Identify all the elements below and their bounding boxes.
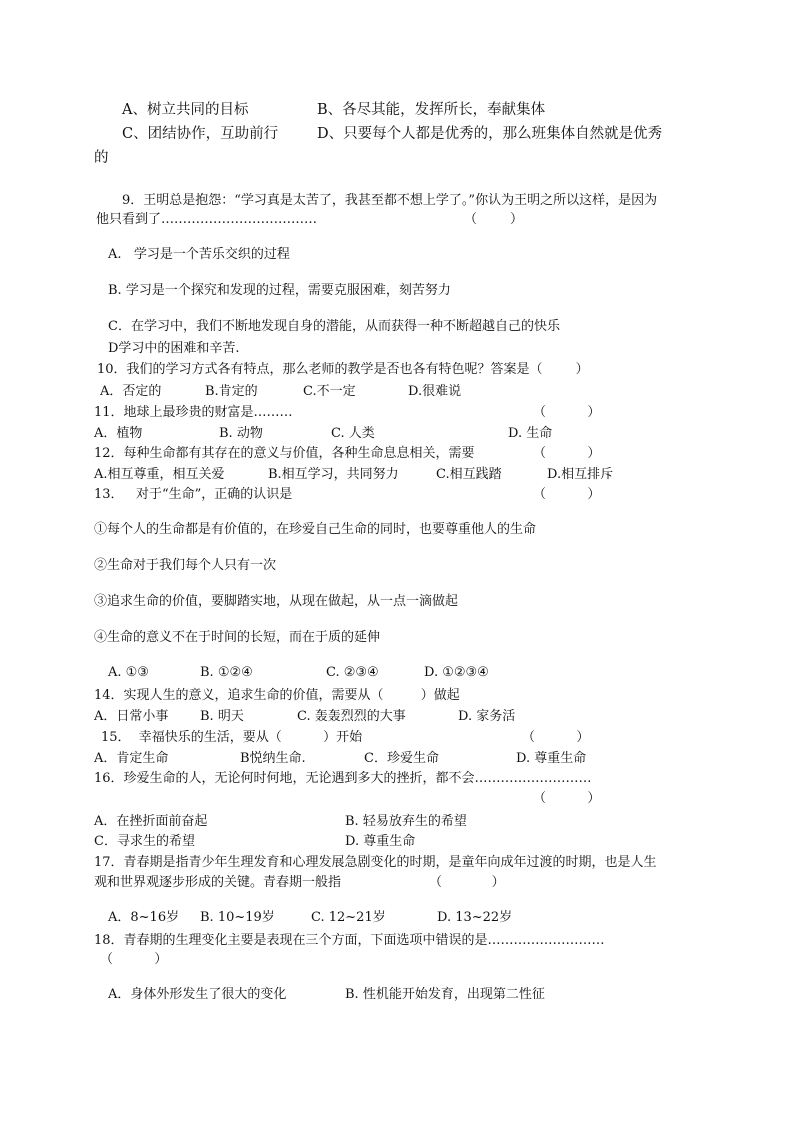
q8-option-d: D、只要每个人都是优秀的，那么班集体自然就是优秀 bbox=[317, 126, 663, 142]
q8-option-c: C、团结协作，互助前行 bbox=[122, 126, 279, 142]
q12-answer-bracket: （ ） bbox=[533, 446, 601, 461]
q9-option-a: A. 学习是一个苦乐交织的过程 bbox=[108, 247, 290, 262]
q17-stem-line-2: 观和世界观逐步形成的关键。青春期一般指 bbox=[94, 875, 342, 890]
q18-option-b: B. 性机能开始发育，出现第二性征 bbox=[345, 987, 545, 1002]
q16-stem: 16．珍爱生命的人，无论何时何地，无论遇到多大的挫折，都不会……………………… bbox=[94, 771, 592, 786]
q13-statement-2: ②生命对于我们每个人只有一次 bbox=[94, 558, 277, 573]
q13-option-d: D. ①②③④ bbox=[424, 665, 489, 680]
q17-option-c: C. 12~21岁 bbox=[311, 910, 386, 925]
q11-option-a: A．植物 bbox=[94, 426, 143, 441]
q17-option-a: A．8~16岁 bbox=[108, 910, 180, 925]
q12-option-b: B.相互学习，共同努力 bbox=[268, 467, 399, 482]
q15-stem: 15． 幸福快乐的生活，要从（ ）开始 bbox=[101, 730, 363, 745]
q8-option-a: A、树立共同的目标 bbox=[122, 102, 249, 118]
q16-option-d: D. 尊重生命 bbox=[345, 834, 416, 849]
q10-option-c: C.不一定 bbox=[303, 384, 356, 399]
q13-option-c: C. ②③④ bbox=[326, 665, 379, 680]
q16-option-a: A．在挫折面前奋起 bbox=[94, 814, 208, 829]
q14-option-c: C. 轰轰烈烈的大事 bbox=[297, 709, 406, 724]
q10-stem: 10．我们的学习方式各有特点，那么老师的教学是否也各有特色呢？答案是（ ） bbox=[97, 362, 589, 377]
q15-option-b: B悦纳生命. bbox=[240, 751, 306, 766]
q15-option-a: A．肯定生命 bbox=[94, 751, 169, 766]
q17-option-b: B. 10~19岁 bbox=[200, 910, 275, 925]
q9-option-c: C．在学习中，我们不断地发现自身的潜能，从而获得一种不断超越自己的快乐 bbox=[108, 319, 560, 334]
q16-option-b: B. 轻易放弃生的希望 bbox=[345, 814, 467, 829]
q12-stem: 12．每种生命都有其存在的意义与价值，各种生命息息相关，需要 bbox=[94, 446, 475, 461]
q11-option-d: D. 生命 bbox=[508, 426, 553, 441]
q13-answer-bracket: （ ） bbox=[533, 487, 601, 502]
q9-stem-line-1: 9．王明总是抱怨：“学习真是太苦了，我甚至都不想上学了。”你认为王明之所以这样，是因为 bbox=[122, 193, 658, 208]
q9-answer-bracket: （ ） bbox=[464, 212, 524, 227]
q11-option-c: C. 人类 bbox=[331, 426, 375, 441]
q15-answer-bracket: （ ） bbox=[522, 730, 590, 745]
q13-statement-1: ①每个人的生命都是有价值的，在珍爱自己生命的同时，也要尊重他人的生命 bbox=[94, 522, 537, 537]
q10-option-b: B.肯定的 bbox=[205, 384, 258, 399]
q14-option-a: A．日常小事 bbox=[94, 709, 169, 724]
q16-option-c: C．寻求生的希望 bbox=[94, 834, 195, 849]
q17-stem-line-1: 17．青春期是指青少年生理发育和心理发展急剧变化的时期，是童年向成年过渡的时期，也是人生 bbox=[94, 855, 657, 870]
q9-option-d: D学习中的困难和辛苦. bbox=[108, 341, 240, 356]
q10-option-d: D.很难说 bbox=[408, 384, 462, 399]
q9-stem-line-2: 他只看到了……………………………… bbox=[96, 212, 318, 227]
q11-stem: 11．地球上最珍贵的财富是……… bbox=[94, 405, 293, 420]
q18-answer-bracket: （ ） bbox=[100, 952, 168, 967]
q13-option-b: B. ①②④ bbox=[200, 665, 253, 680]
q12-option-a: A.相互尊重，相互关爱 bbox=[94, 467, 225, 482]
q12-option-d: D.相互排斥 bbox=[547, 467, 614, 482]
q13-stem: 13． 对于“生命”，正确的认识是 bbox=[94, 487, 293, 502]
q11-answer-bracket: （ ） bbox=[533, 405, 601, 420]
q14-option-b: B. 明天 bbox=[200, 709, 244, 724]
q17-answer-bracket: （ ） bbox=[429, 875, 505, 890]
q13-statement-4: ④生命的意义不在于时间的长短，而在于质的延伸 bbox=[94, 630, 381, 645]
q14-stem: 14．实现人生的意义，追求生命的价值，需要从（ ）做起 bbox=[94, 688, 460, 703]
q10-option-a: A．否定的 bbox=[100, 384, 162, 399]
q18-option-a: A．身体外形发生了很大的变化 bbox=[108, 987, 287, 1002]
q15-option-c: C．珍爱生命 bbox=[364, 751, 439, 766]
q8-option-b: B、各尽其能，发挥所长，奉献集体 bbox=[317, 102, 546, 118]
q13-statement-3: ③追求生命的价值，要脚踏实地，从现在做起，从一点一滴做起 bbox=[94, 594, 459, 609]
q12-option-c: C.相互践踏 bbox=[436, 467, 502, 482]
q11-option-b: B. 动物 bbox=[219, 426, 263, 441]
q9-option-b: B. 学习是一个探究和发现的过程，需要克服困难，刻苦努力 bbox=[108, 283, 451, 298]
q16-answer-bracket: （ ） bbox=[533, 791, 601, 806]
q8-option-d-continuation: 的 bbox=[94, 150, 109, 166]
q14-option-d: D. 家务活 bbox=[458, 709, 516, 724]
q13-option-a: A. ①③ bbox=[108, 665, 149, 680]
q18-stem: 18．青春期的生理变化主要是表现在三个方面，下面选项中错误的是……………………… bbox=[94, 933, 605, 948]
q15-option-d: D. 尊重生命 bbox=[516, 751, 587, 766]
q17-option-d: D. 13~22岁 bbox=[437, 910, 513, 925]
